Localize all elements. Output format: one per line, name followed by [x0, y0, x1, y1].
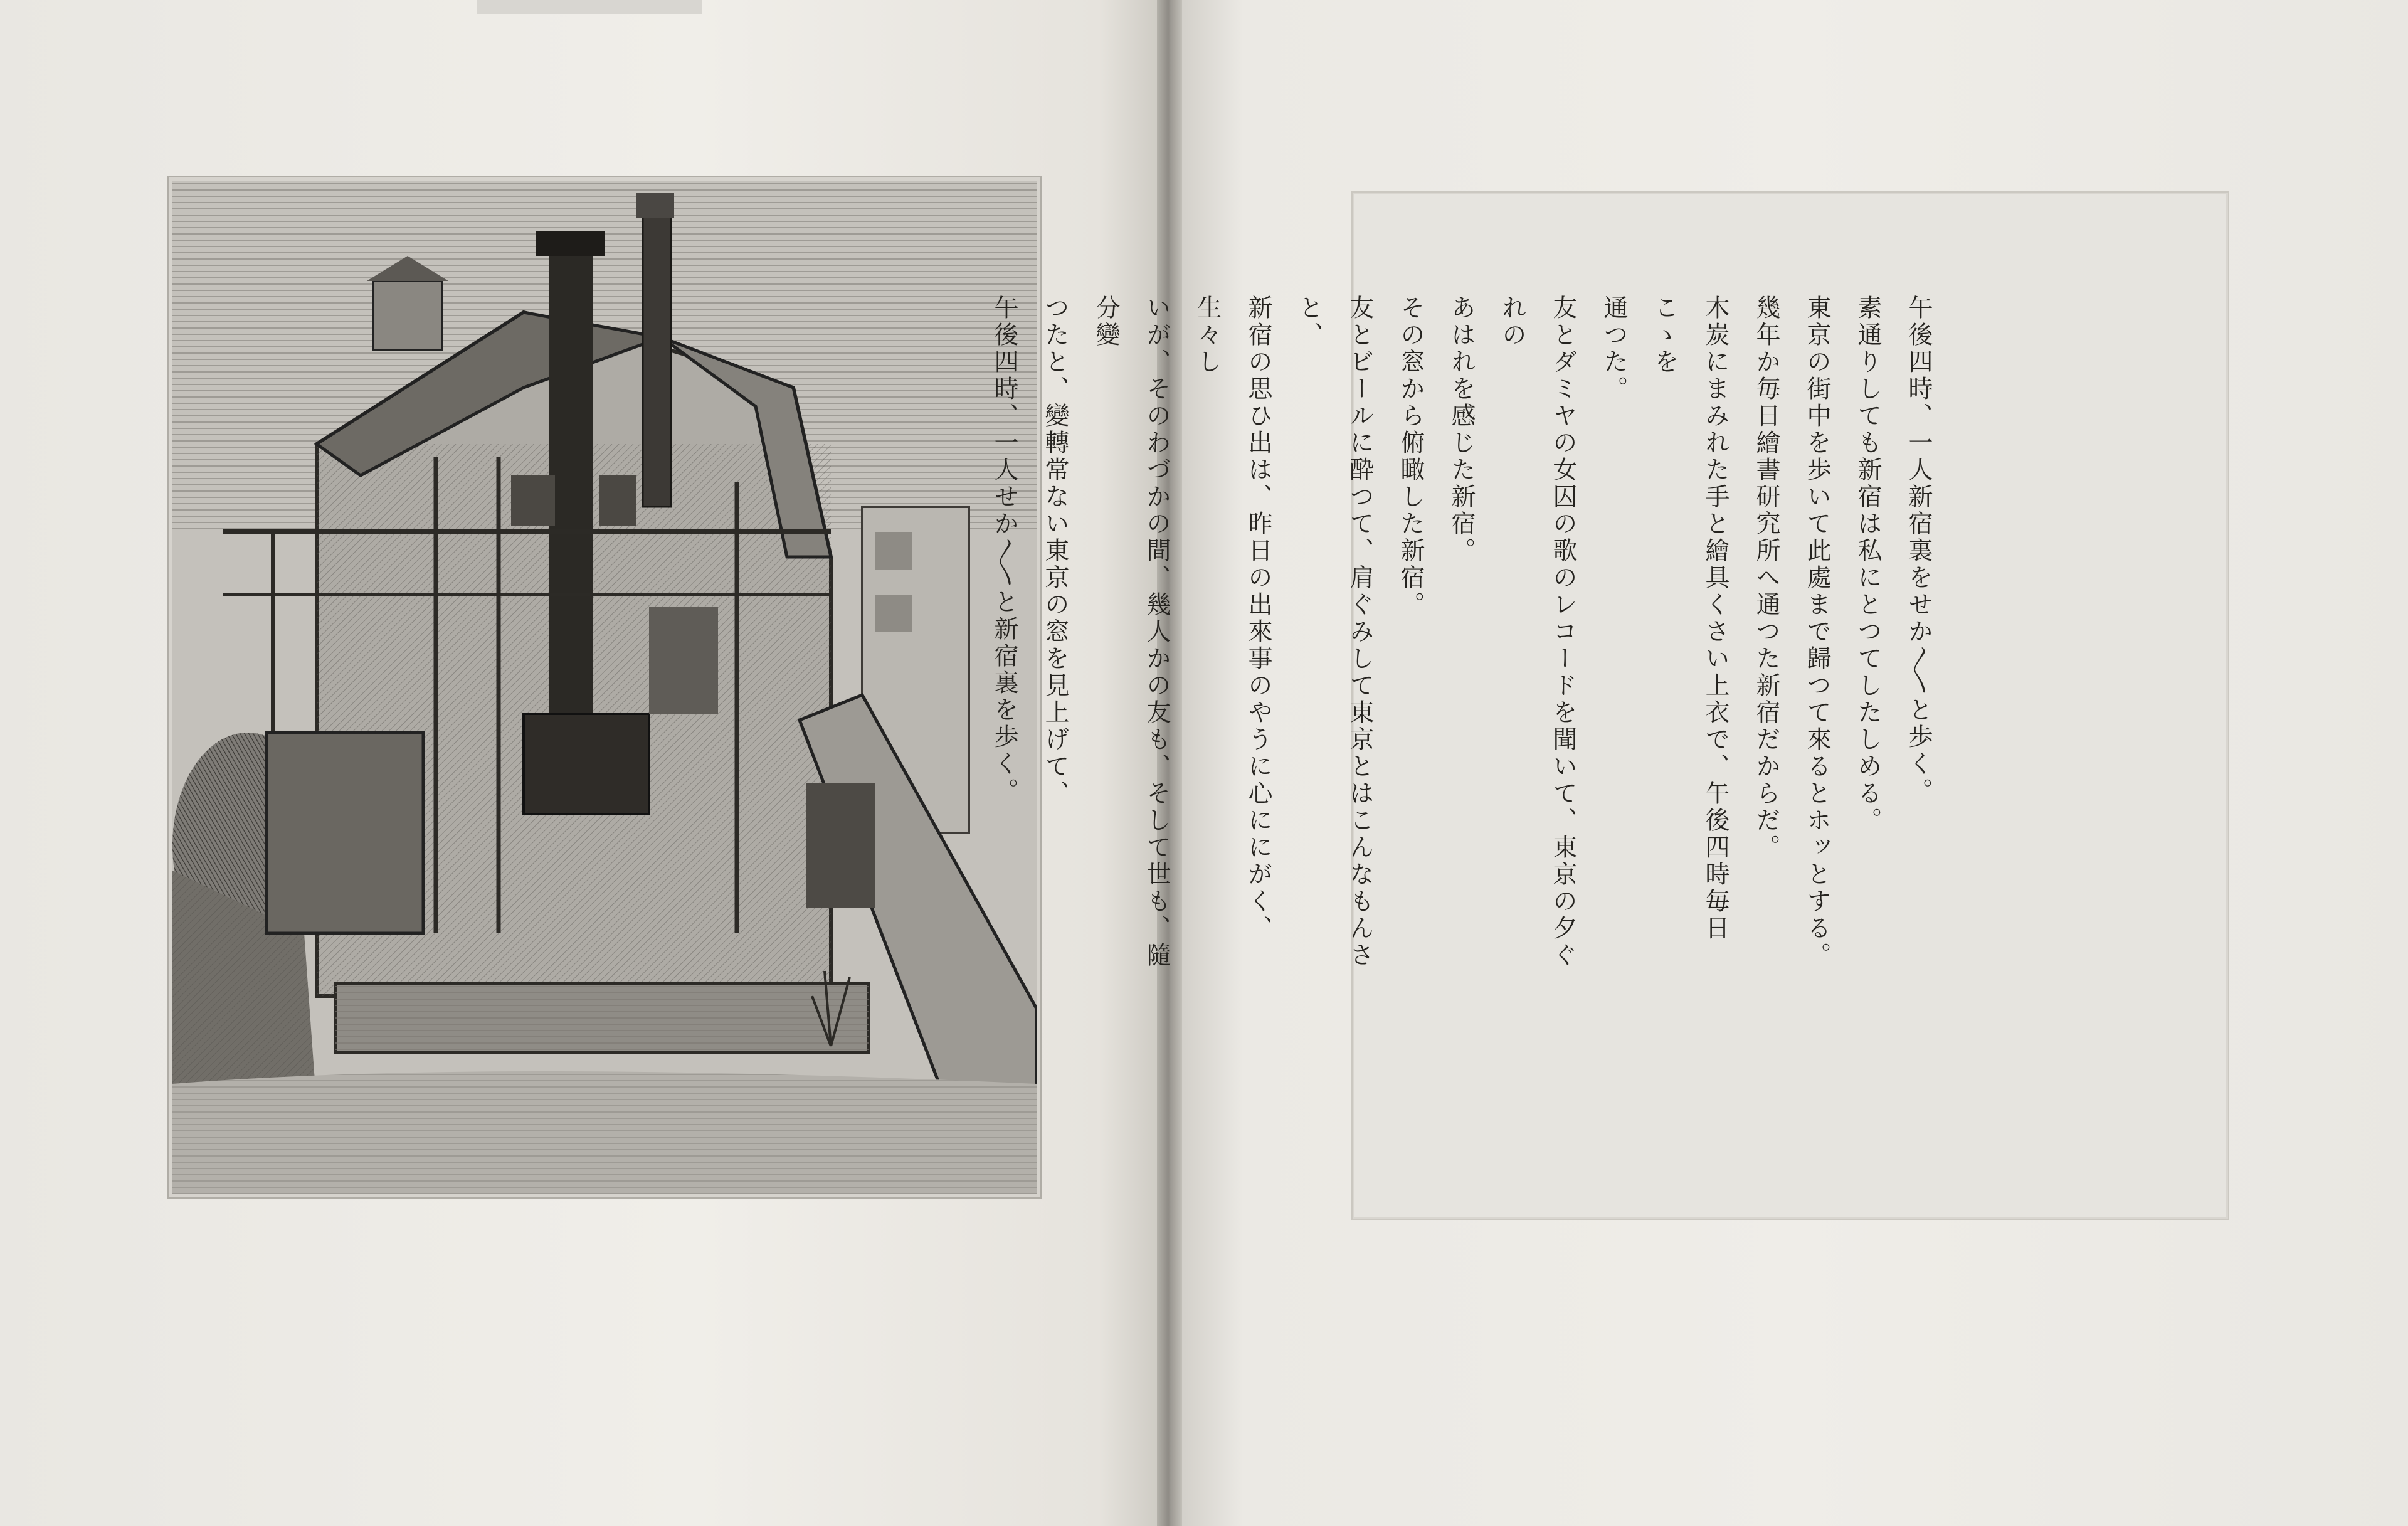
poem-line: いが、そのわづかの間、幾人かの友も、そして世も、隨分變	[1092, 295, 1171, 969]
poem-line: 東京の街中を歩いて此處まで歸つて來るとホッとする。	[1803, 295, 1831, 969]
poem-line: その窓から俯瞰した新宿。	[1397, 295, 1425, 618]
poem-line: 午後四時、一人新宿裏をせか〳〵と歩く。	[1904, 295, 1933, 805]
poem-line: 友とダミヤの女囚の歌のレコードを聞いて、東京の夕ぐれの	[1498, 295, 1577, 969]
poem-line: 新宿の思ひ出は、昨日の出來事のやうに心ににがく、生々し	[1193, 295, 1272, 942]
poem-line: 友とビールに酔つて、肩ぐみして東京とはこんなもんさと、	[1295, 295, 1374, 969]
paper-scrap	[477, 0, 702, 14]
poem-text	[990, 295, 1944, 985]
poem-line: つたと、變轉常ない東京の窓を見上げて、	[1041, 295, 1069, 807]
etching-icon	[172, 181, 1037, 1194]
poem-line: 幾年か毎日繪書研究所へ通つた新宿だからだ。	[1752, 295, 1780, 861]
poem-line: あはれを感じた新宿。	[1447, 295, 1476, 564]
poem-line: 午後四時、一人せか〳〵と新宿裏を歩く。	[990, 295, 1018, 805]
poem-line: 素通りしても新宿は私にとつてしたしめる。	[1854, 295, 1882, 834]
poem-line: 通つた。	[1600, 295, 1628, 403]
poem-line: 木炭にまみれた手と繪具くさい上衣で、午後四時毎日こゝを	[1650, 295, 1729, 942]
etching-plate	[172, 181, 1037, 1194]
